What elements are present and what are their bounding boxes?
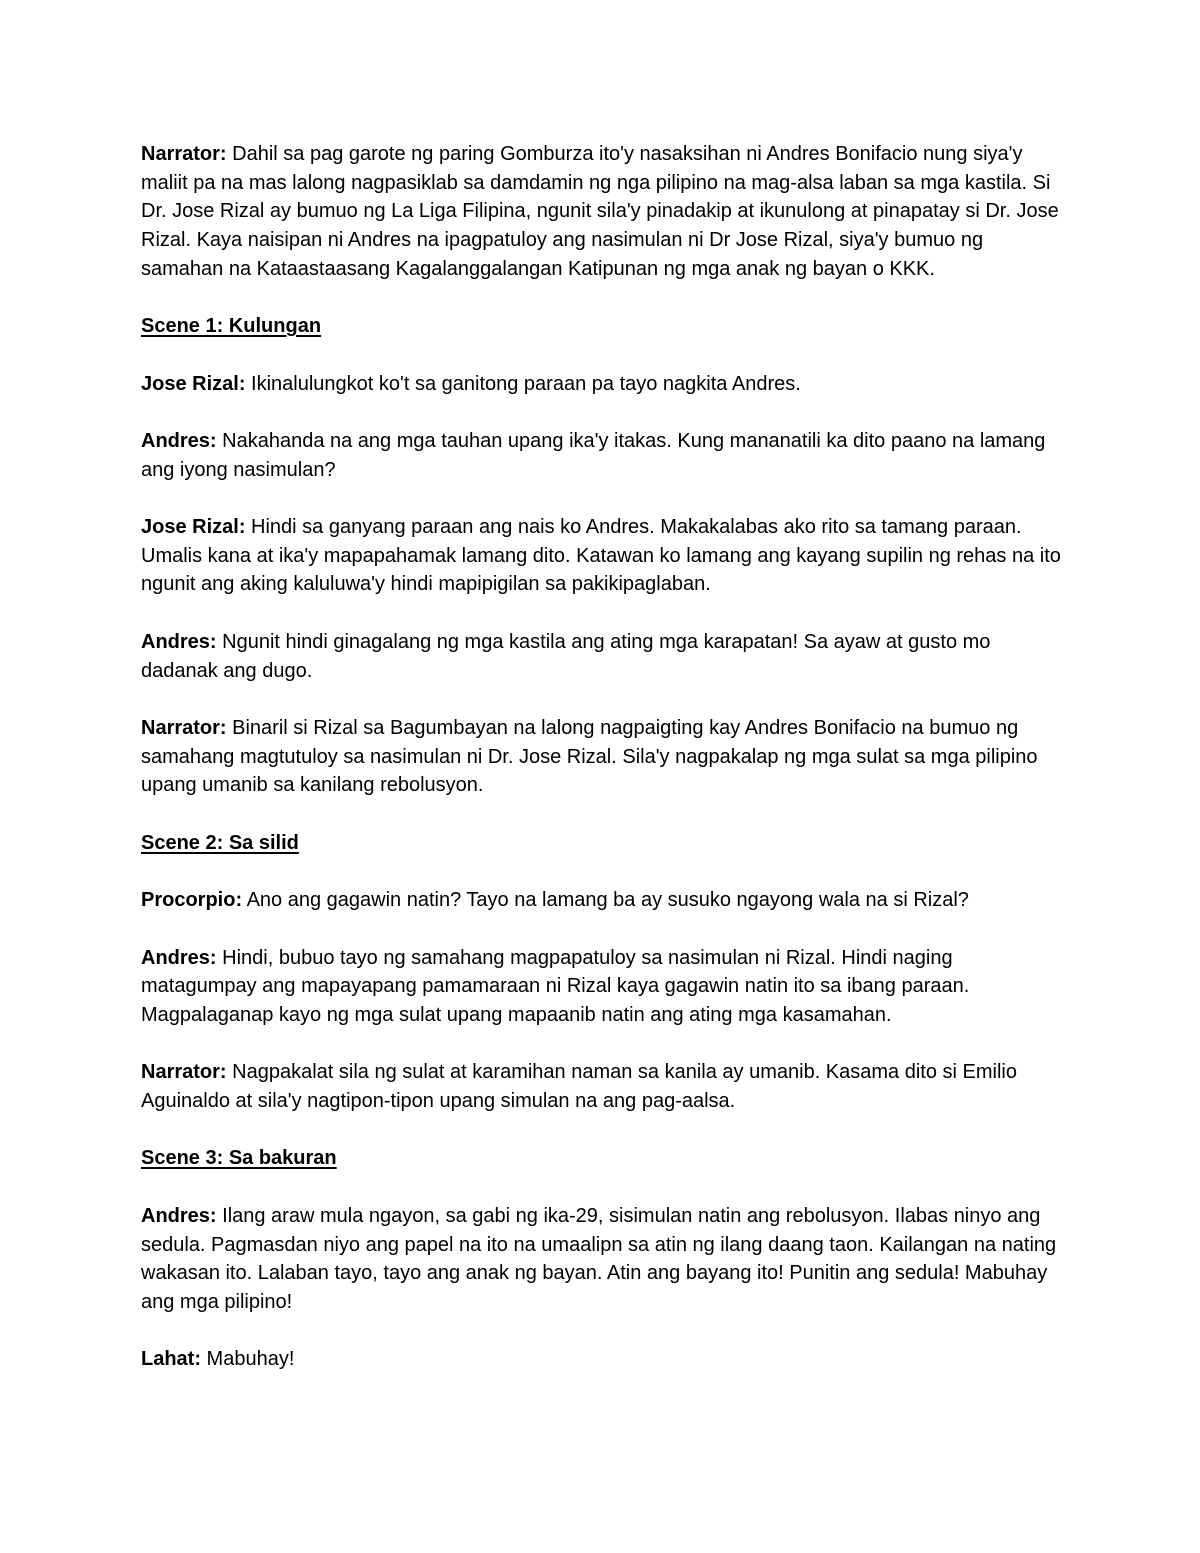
dialogue-paragraph [141,370,1066,399]
dialogue-text: Nagpakalat sila ng sulat at karamihan naman sa kanila ay umanib. Kasama dito si Emilio Aguinaldo at sila'y nagtipon-tipon upang simulan na ang pag-aalsa. [141,1061,1017,1113]
speaker-label: Andres: [141,1204,217,1227]
speaker-label: Andres: [141,630,217,653]
dialogue-text: Ilang araw mula ngayon, sa gabi ng ika-29, sisimulan natin ang rebolusyon. Ilabas ninyo ang sedula. Pagmasdan niyo ang papel na ito na umaalipn sa atin ng ilang daang taon. Kailangan na nating wakasan ito. Lalaban tayo, tayo ang anak ng bayan. Atin ang bayang ito! Punitin ang sedula! Mabuhay ang mga pilipino! [141,1204,1057,1313]
dialogue-paragraph [141,628,1066,685]
scene-heading: Scene 2: Sa silid [141,831,299,854]
dialogue-paragraph [141,1345,1066,1374]
dialogue-text: Ngunit hindi ginagalang ng mga kastila ang ating mga karapatan! Sa ayaw at gusto mo dadanak ang dugo. [141,630,991,682]
dialogue-text: Nakahanda na ang mga tauhan upang ika'y itakas. Kung mananatili ka dito paano na lamang ang iyong nasimulan? [141,429,1046,481]
scene-heading: Scene 3: Sa bakuran [141,1147,337,1170]
dialogue-text: Hindi sa ganyang paraan ang nais ko Andres. Makakalabas ako rito sa tamang paraan. Umalis kana at ika'y mapapahamak lamang dito. Katawan ko lamang ang kayang supilin ng rehas na ito ngunit ang aking kaluluwa'y hindi mapipigilan sa pakikipaglaban. [141,516,1061,596]
speaker-label: Jose Rizal: [141,372,246,395]
dialogue-paragraph [141,886,1066,915]
speaker-label: Narrator: [141,1061,227,1084]
dialogue-paragraph [141,1058,1066,1115]
speaker-label: Andres: [141,946,217,969]
speaker-label: Lahat: [141,1348,201,1371]
scene-heading: Scene 1: Kulungan [141,315,322,338]
dialogue-paragraph [141,140,1066,284]
speaker-label: Narrator: [141,716,227,739]
dialogue-text: Ikinalulungkot ko't sa ganitong paraan pa tayo nagkita Andres. [245,372,801,395]
dialogue-paragraph [141,714,1066,800]
dialogue-paragraph [141,513,1066,599]
speaker-label: Procorpio: [141,889,243,912]
speaker-label: Narrator: [141,143,227,165]
dialogue-paragraph [141,1202,1066,1317]
speaker-label: Jose Rizal: [141,516,246,539]
dialogue-text: Dahil sa pag garote ng paring Gomburza ito'y nasaksihan ni Andres Bonifacio nung siya'y maliit pa na mas lalong nagpasiklab sa damdamin ng nga pilipino na mag-alsa laban sa mga kastila. Si Dr. Jose Rizal ay bumuo ng La Liga Filipina, ngunit sila'y pinadakip at ikunulong at pinapatay si Dr. Jose Rizal. Kaya naisipan ni Andres na ipagpatuloy ang nasimulan ni Dr Jose Rizal, siya'y bumuo ng samahan na Kataastaasang Kagalanggalangan Katipunan ng mga anak ng bayan o KKK. [141,143,1059,280]
speaker-label: Andres: [141,429,217,452]
dialogue-paragraph [141,944,1066,1030]
dialogue-paragraph [141,427,1066,484]
dialogue-text: Binaril si Rizal sa Bagumbayan na lalong nagpaigting kay Andres Bonifacio na bumuo ng samahang magtutuloy sa nasimulan ni Dr. Jose Rizal. Sila'y nagpakalap ng mga sulat sa mga pilipino upang umanib sa kanilang rebolusyon. [141,716,1038,797]
dialogue-text: Hindi, bubuo tayo ng samahang magpapatuloy sa nasimulan ni Rizal. Hindi naging matagumpay ang mapayapang pamamaraan ni Rizal kaya gagawin natin ito sa ibang paraan. Magpalaganap kayo ng mga sulat upang mapaanib natin ang ating mga kasamahan. [141,946,970,1026]
dialogue-text: Ano ang gagawin natin? Tayo na lamang ba ay susuko ngayong wala na si Rizal? [242,889,969,912]
dialogue-text: Mabuhay! [201,1348,295,1371]
document-page [141,140,1066,1403]
